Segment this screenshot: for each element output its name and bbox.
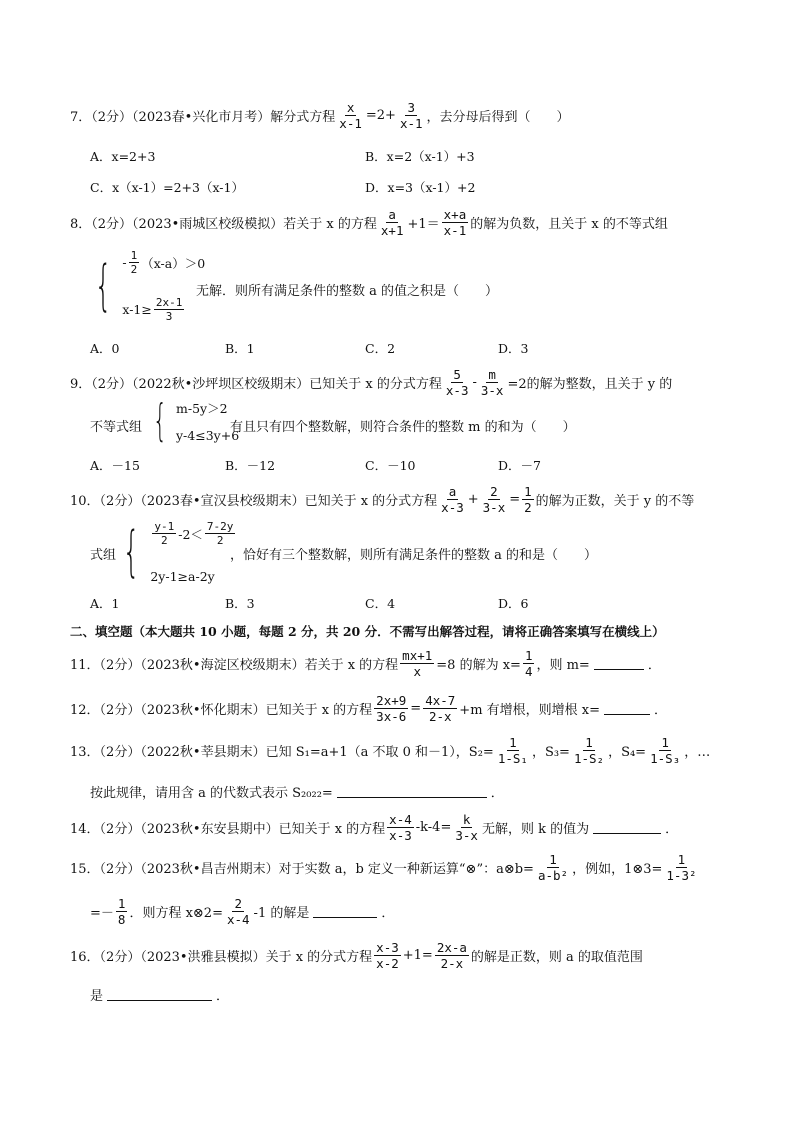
question-9-option-b[interactable]: B．－12 — [225, 458, 276, 473]
question-10-option-d[interactable]: D．6 — [498, 596, 529, 611]
fraction: $\frac{y-1}{2}$ — [154, 520, 175, 547]
question-10-option-a[interactable]: A．1 — [90, 596, 120, 611]
answer-blank[interactable] — [594, 657, 644, 670]
fraction: $\frac{2}{3-x}$ — [482, 484, 506, 515]
question-9-line2-prefix: 不等式组 — [90, 420, 143, 435]
fraction: $\frac{m}{3-x}$ — [480, 367, 504, 398]
answer-blank[interactable] — [313, 905, 377, 918]
question-10-stem-end: ，恰好有三个整数解，则所有满足条件的整数 a 的和是（ ） — [230, 548, 598, 563]
fraction: $\frac{1}{\text{1-S₂}}$ — [573, 735, 605, 766]
answer-blank[interactable] — [604, 702, 650, 715]
question-7-option-c[interactable]: C．x（x-1）=2+3（x-1） — [90, 180, 244, 195]
fraction: $\frac{x}{x-1}$ — [339, 100, 362, 131]
question-10-line2-prefix: 式组 — [90, 548, 117, 563]
question-9: 9．（2分）（2022秋•沙坪坝区校级期末）已知关于 x 的分式方程 $\frac{5}{x-3}$ - $\frac{m}{3-x}$ =2的解为整数，且关于 y 的 — [70, 367, 673, 398]
question-15: 15．（2分）（2023秋•昌吉州期末）对于实数 a，b 定义一种新运算“⊗”：a⊗b= $\frac{1}{\text{a-b²}}$ ，例如，1⊗3= $\frac{1}{\text{1-3²}}$ — [70, 852, 697, 883]
question-10-stem: 10．（2分）（2023春•宣汉县校级期末）已知关于 x 的分式方程 — [70, 494, 438, 509]
fraction: $\frac{k}{3-x}$ — [455, 812, 478, 843]
question-14: 14．（2分）（2023秋•东安县期中）已知关于 x 的方程 $\frac{x-4}{x-3}$ -k-4= $\frac{k}{3-x}$ 无解，则 k 的值为 ． — [70, 812, 679, 843]
fraction: $\frac{7-2y}{2}$ — [206, 520, 234, 547]
fraction: $\frac{2x-1}{3}$ — [155, 296, 183, 323]
fraction: $\frac{1}{\text{1-S₁}}$ — [497, 735, 528, 766]
question-9-stem: 9．（2分）（2022秋•沙坪坝区校级期末）已知关于 x 的分式方程 — [70, 377, 442, 392]
question-10-option-c[interactable]: C．4 — [365, 596, 396, 611]
question-9-option-d[interactable]: D．－7 — [498, 458, 541, 473]
fraction: $\frac{2x+9}{3x-6}$ — [376, 693, 407, 724]
fraction: $\frac{4x-7}{2-x}$ — [425, 693, 456, 724]
question-8-option-a[interactable]: A．0 — [90, 341, 120, 356]
fraction: $\frac{x+a}{x-1}$ — [443, 207, 467, 238]
fraction: $\frac{a}{x-3}$ — [441, 484, 464, 515]
question-14-stem: 14．（2分）（2023秋•东安县期中）已知关于 x 的方程 — [70, 822, 386, 837]
question-11: 11．（2分）（2023秋•海淀区校级期末）若关于 x 的方程 $\frac{mx+1}{x}$ =8 的解为 x= $\frac{1}{4}$ ，则 m= ． — [70, 648, 661, 679]
question-8-option-d[interactable]: D．3 — [498, 341, 529, 356]
section-heading: 二、填空题（本大题共 10 小题，每题 2 分，共 20 分．不需写出解答过程，请将正确答案填写在横线上） — [70, 624, 665, 639]
fraction: $\frac{x-3}{x-2}$ — [376, 940, 399, 971]
question-9-stem-end: 有且只有四个整数解，则符合条件的整数 m 的和为（ ） — [230, 420, 576, 435]
question-8: 8．（2分）（2023•雨城区校级模拟）若关于 x 的方程 $\frac{a}{x+1}$ +1＝ $\frac{x+a}{x-1}$ 的解为负数，且关于 x 的不等式组 — [70, 207, 668, 238]
fraction: $\frac{2}{x-4}$ — [226, 896, 250, 927]
question-10: 10．（2分）（2023春•宣汉县校级期末）已知关于 x 的分式方程 $\frac{a}{x-3}$ + $\frac{2}{3-x}$ = $\frac{1}{2}$ 的解为正数，关于 y 的不等 — [70, 484, 695, 515]
answer-blank[interactable] — [107, 988, 212, 1001]
question-13-line2: 按此规律，请用含 a 的代数式表示 S₂₀₂₂= ． — [90, 786, 504, 801]
fraction: $\frac{5}{x-3}$ — [445, 367, 469, 398]
question-13-stem: 13．（2分）（2022秋•莘县期末）已知 S₁=a+1（a 不取 0 和－1），S₂= — [70, 745, 494, 760]
brace-icon: { — [153, 395, 167, 446]
question-10-option-b[interactable]: B．3 — [225, 596, 255, 611]
question-15-line2: =－ $\frac{1}{8}$ ．则方程 x⊗2= $\frac{2}{x-4}$ -1 的解是 ． — [90, 896, 395, 927]
fraction: $\frac{1}{4}$ — [524, 648, 533, 679]
fraction: $\frac{1}{\text{1-3²}}$ — [666, 852, 697, 883]
answer-blank[interactable] — [593, 821, 661, 834]
question-8-stem-end: 无解．则所有满足条件的整数 a 的值之积是（ ） — [196, 284, 499, 299]
fraction: $\frac{x-4}{x-3}$ — [389, 812, 412, 843]
answer-blank[interactable] — [337, 785, 487, 798]
question-8-option-c[interactable]: C．2 — [365, 341, 396, 356]
question-16: 16．（2分）（2023•洪雅县模拟）关于 x 的分式方程 $\frac{x-3}{x-2}$ +1= $\frac{2x-a}{2-x}$ 的解是正数，则 a 的取值范围 — [70, 940, 643, 971]
question-16-stem: 16．（2分）（2023•洪雅县模拟）关于 x 的分式方程 — [70, 950, 373, 965]
question-7-option-d[interactable]: D．x=3（x-1）+2 — [365, 180, 476, 195]
question-7-option-a[interactable]: A．x=2+3 — [90, 149, 156, 164]
question-8-option-b[interactable]: B．1 — [225, 341, 255, 356]
question-9-option-c[interactable]: C．－10 — [365, 458, 416, 473]
fraction: $\frac{2x-a}{2-x}$ — [436, 940, 467, 971]
fraction: $\frac{1}{\text{1-S₃}}$ — [650, 735, 681, 766]
fraction: $\frac{a}{x+1}$ — [380, 207, 404, 238]
fraction: $\frac{1}{8}$ — [117, 896, 126, 927]
question-13: 13．（2分）（2022秋•莘县期末）已知 S₁=a+1（a 不取 0 和－1），S₂= $\frac{1}{\text{1-S₁}}$ ，S₃= $\frac{1}{\text{1-S₂}}$ ，S₄= $\frac{1}{\text{1-S₃}}$ ，… — [70, 735, 711, 766]
fraction: $\frac{mx+1}{x}$ — [402, 648, 433, 679]
question-9-inequality-system: { m-5y＞2 y-4≤3y+6 — [153, 395, 240, 446]
fraction: $\frac{1}{2}$ — [524, 484, 532, 515]
question-7: 7．（2分）（2023春•兴化市月考）解分式方程 $\frac{x}{x-1}$ =2+ $\frac{3}{x-1}$ ，去分母后得到（ ） — [70, 100, 570, 131]
question-10-inequality-system: { $\frac{y-1}{2}$ -2＜ $\frac{7-2y}{2}$ 2y-1≥a-2y — [122, 520, 234, 584]
question-11-stem: 11．（2分）（2023秋•海淀区校级期末）若关于 x 的方程 — [70, 658, 399, 673]
fraction: $\frac{1}{\text{a-b²}}$ — [537, 852, 569, 883]
question-8-inequality-system: { - $\frac{1}{2}$ （x-a）＞0 x-1≥ $\frac{2x-1}{3}$ — [94, 249, 206, 323]
brace-icon: { — [94, 254, 112, 317]
question-15-stem: 15．（2分）（2023秋•昌吉州期末）对于实数 a，b 定义一种新运算“⊗”：a⊗b= — [70, 862, 534, 877]
question-12: 12．（2分）（2023秋•怀化期末）已知关于 x 的方程 $\frac{2x+9}{3x-6}$ = $\frac{4x-7}{2-x}$ +m 有增根，则增根 x= ． — [70, 693, 668, 724]
question-8-stem: 8．（2分）（2023•雨城区校级模拟）若关于 x 的方程 — [70, 217, 377, 232]
question-9-option-a[interactable]: A．－15 — [90, 458, 140, 473]
question-12-stem: 12．（2分）（2023秋•怀化期末）已知关于 x 的方程 — [70, 703, 373, 718]
question-7-stem: 7．（2分）（2023春•兴化市月考）解分式方程 — [70, 110, 336, 125]
fraction: $\frac{1}{2}$ — [130, 249, 138, 276]
brace-icon: { — [122, 520, 140, 583]
fraction: $\frac{3}{x-1}$ — [399, 100, 423, 131]
question-7-option-b[interactable]: B．x=2（x-1）+3 — [365, 149, 475, 164]
question-16-line2: 是 ． — [90, 989, 230, 1004]
